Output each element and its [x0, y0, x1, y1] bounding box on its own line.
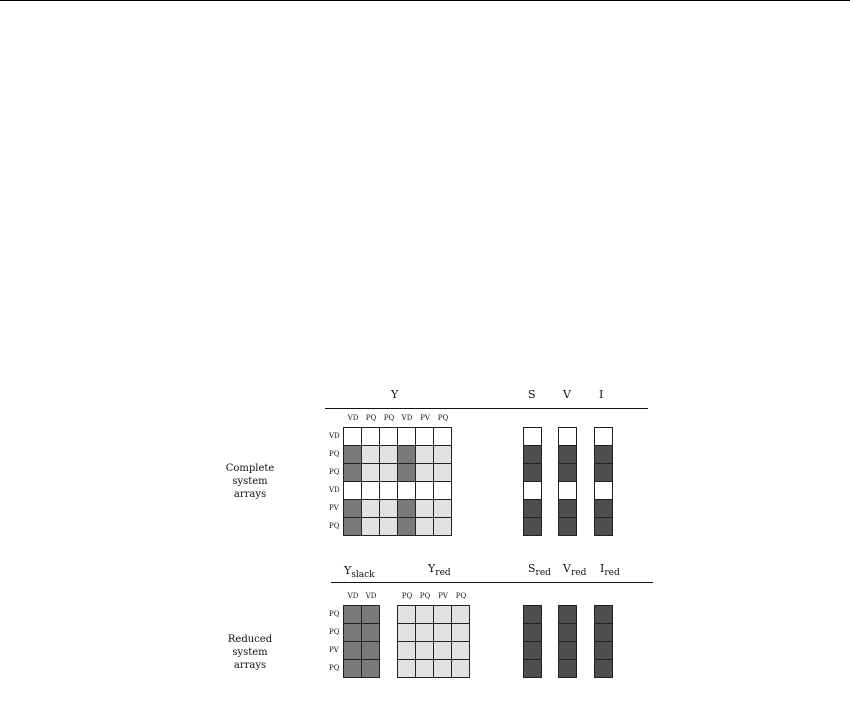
- y-red-cell: [434, 624, 452, 642]
- s-red-vector-cell: [524, 624, 542, 642]
- y-red-cell: [452, 624, 470, 642]
- reduced-header-rule: [331, 582, 653, 583]
- column-label: VD: [347, 592, 359, 600]
- y-matrix-cell: [434, 500, 452, 518]
- y-matrix-cell: [344, 500, 362, 518]
- row-label: PQ: [329, 628, 340, 636]
- y-matrix-cell: [398, 500, 416, 518]
- y-matrix-cell: [434, 518, 452, 536]
- column-label: PV: [438, 592, 448, 600]
- y-matrix-cell: [344, 482, 362, 500]
- column-label: PQ: [419, 592, 431, 600]
- column-label: PQ: [365, 414, 377, 422]
- y-red-cell: [416, 660, 434, 678]
- s-red-vector: [523, 605, 542, 678]
- s-red-title: $S_{red}$: [528, 562, 551, 578]
- s-vector-cell: [524, 518, 542, 536]
- y-matrix-cell: [398, 482, 416, 500]
- top-border: [0, 0, 850, 1]
- y-matrix-cell: [362, 464, 380, 482]
- y-matrix-cell: [344, 464, 362, 482]
- y-matrix-cell: [344, 428, 362, 446]
- column-label: PQ: [401, 592, 413, 600]
- y-red-cell: [452, 642, 470, 660]
- i-red-vector-cell: [595, 642, 613, 660]
- s-vector-cell: [524, 482, 542, 500]
- s-vector-cell: [524, 500, 542, 518]
- row-label: PQ: [329, 610, 340, 618]
- s-red-vector-cell: [524, 642, 542, 660]
- y-matrix-cell: [434, 428, 452, 446]
- y-matrix-cell: [380, 518, 398, 536]
- y-red-matrix: [397, 605, 470, 678]
- y-matrix-cell: [398, 428, 416, 446]
- y-slack-matrix: [343, 605, 380, 678]
- y-matrix-cell: [434, 464, 452, 482]
- y-matrix-cell: [416, 482, 434, 500]
- y-slack-cell: [362, 642, 380, 660]
- y-matrix-cell: [344, 446, 362, 464]
- column-label: PQ: [455, 592, 467, 600]
- v-vector-cell: [559, 500, 577, 518]
- y-matrix-cell: [362, 428, 380, 446]
- column-label: PQ: [383, 414, 395, 422]
- v-red-vector-cell: [559, 606, 577, 624]
- y-matrix-cell: [380, 482, 398, 500]
- reduced-side-label: Reduced system arrays: [227, 634, 273, 671]
- row-label: VD: [329, 486, 340, 494]
- y-slack-cell: [362, 624, 380, 642]
- v-vector-title: V: [563, 388, 571, 401]
- y-slack-cell: [362, 606, 380, 624]
- y-matrix-cell: [416, 446, 434, 464]
- column-label: PQ: [437, 414, 449, 422]
- y-slack-cell: [344, 660, 362, 678]
- y-red-cell: [452, 660, 470, 678]
- v-vector-cell: [559, 482, 577, 500]
- y-red-cell: [398, 624, 416, 642]
- y-matrix-cell: [362, 500, 380, 518]
- y-matrix-cell: [380, 464, 398, 482]
- row-label: VD: [329, 432, 340, 440]
- y-slack-cell: [344, 606, 362, 624]
- i-vector-title: I: [599, 388, 604, 401]
- y-matrix-cell: [416, 428, 434, 446]
- y-red-cell: [398, 642, 416, 660]
- y-matrix-cell: [344, 518, 362, 536]
- y-matrix-cell: [398, 518, 416, 536]
- i-vector-cell: [595, 428, 613, 446]
- i-vector: [594, 427, 613, 536]
- s-vector-title: S: [528, 388, 536, 401]
- y-matrix: [343, 427, 452, 536]
- i-vector-cell: [595, 446, 613, 464]
- y-matrix-cell: [380, 446, 398, 464]
- i-red-vector: [594, 605, 613, 678]
- s-vector-cell: [524, 428, 542, 446]
- y-matrix-cell: [362, 518, 380, 536]
- i-red-vector-cell: [595, 624, 613, 642]
- s-vector-cell: [524, 464, 542, 482]
- y-slack-cell: [362, 660, 380, 678]
- s-vector-cell: [524, 446, 542, 464]
- v-vector-cell: [559, 446, 577, 464]
- y-red-cell: [452, 606, 470, 624]
- complete-side-label: Complete system arrays: [225, 463, 275, 500]
- y-matrix-cell: [434, 446, 452, 464]
- v-red-vector-cell: [559, 660, 577, 678]
- row-label: PV: [329, 646, 339, 654]
- y-red-cell: [398, 660, 416, 678]
- y-matrix-cell: [416, 518, 434, 536]
- v-red-vector-cell: [559, 624, 577, 642]
- v-vector-cell: [559, 428, 577, 446]
- i-vector-cell: [595, 482, 613, 500]
- v-red-title: $V_{red}$: [563, 562, 587, 578]
- y-red-cell: [434, 606, 452, 624]
- i-vector-cell: [595, 464, 613, 482]
- y-matrix-cell: [380, 500, 398, 518]
- v-vector-cell: [559, 464, 577, 482]
- y-red-cell: [416, 624, 434, 642]
- i-red-title: $I_{red}$: [600, 562, 620, 578]
- y-matrix-cell: [362, 446, 380, 464]
- s-red-vector-cell: [524, 606, 542, 624]
- y-matrix-title: Y: [391, 388, 399, 401]
- y-slack-title: $Y_{slack}$: [344, 564, 375, 580]
- y-red-cell: [416, 642, 434, 660]
- i-red-vector-cell: [595, 660, 613, 678]
- column-label: VD: [347, 414, 359, 422]
- y-matrix-cell: [416, 464, 434, 482]
- i-vector-cell: [595, 500, 613, 518]
- y-red-cell: [434, 660, 452, 678]
- y-red-cell: [434, 642, 452, 660]
- y-slack-cell: [344, 624, 362, 642]
- i-vector-cell: [595, 518, 613, 536]
- s-red-vector-cell: [524, 660, 542, 678]
- y-red-cell: [398, 606, 416, 624]
- column-label: PV: [420, 414, 430, 422]
- y-matrix-cell: [362, 482, 380, 500]
- row-label: PQ: [329, 664, 340, 672]
- y-matrix-cell: [416, 500, 434, 518]
- y-red-title: $Y_{red}$: [428, 562, 451, 578]
- y-matrix-cell: [380, 428, 398, 446]
- row-label: PQ: [329, 450, 340, 458]
- row-label: PQ: [329, 468, 340, 476]
- column-label: VD: [365, 592, 377, 600]
- y-matrix-cell: [434, 482, 452, 500]
- v-red-vector: [558, 605, 577, 678]
- y-matrix-cell: [398, 446, 416, 464]
- v-vector-cell: [559, 518, 577, 536]
- complete-header-rule: [325, 408, 648, 409]
- column-label: VD: [401, 414, 413, 422]
- v-vector: [558, 427, 577, 536]
- row-label: PV: [329, 504, 339, 512]
- s-vector: [523, 427, 542, 536]
- v-red-vector-cell: [559, 642, 577, 660]
- y-red-cell: [416, 606, 434, 624]
- y-matrix-cell: [398, 464, 416, 482]
- y-slack-cell: [344, 642, 362, 660]
- row-label: PQ: [329, 522, 340, 530]
- i-red-vector-cell: [595, 606, 613, 624]
